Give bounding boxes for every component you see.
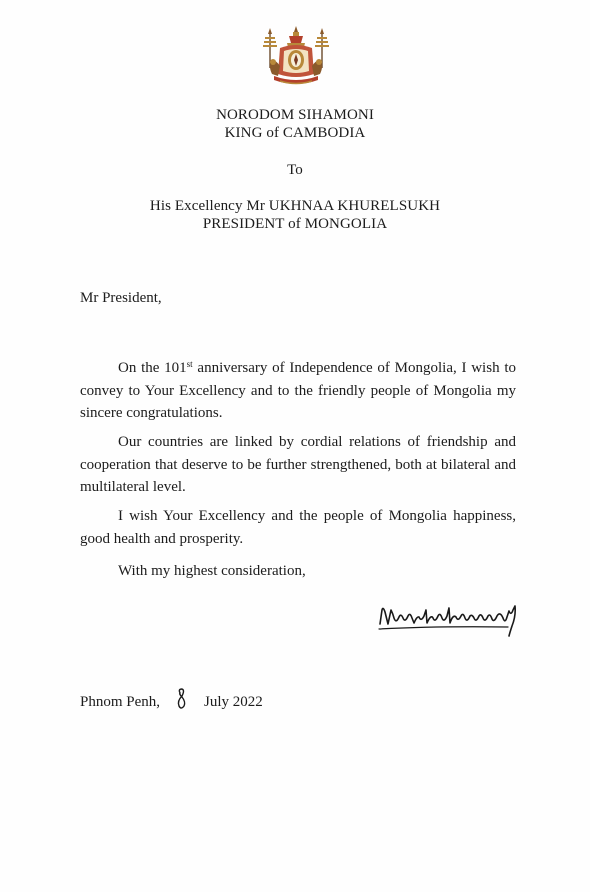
royal-emblem-icon (258, 26, 334, 88)
paragraph-1-start: On the 101 (118, 360, 187, 376)
handwritten-day (166, 689, 200, 711)
sender-name: NORODOM SIHAMONI (216, 107, 374, 123)
paragraph-3: I wish Your Excellency and the people of Mongolia happiness, good health and prosperity. (80, 508, 516, 547)
place: Phnom Penh, (80, 694, 161, 710)
paragraph-2: Our countries are linked by cordial relations of friendship and cooperation that deserve to be further strengthened, both at bilateral and multilateral level. (80, 434, 516, 495)
sender-title: KING of CAMBODIA (224, 125, 366, 141)
paragraph-1-rest: anniversary of Independence of Mongolia, I wish to convey to Your Excellency and to the friendly people of Mongolia my sincere congratulations. (80, 360, 516, 421)
salutation: Mr President, (80, 290, 162, 306)
to-label: To (287, 162, 303, 178)
closing-line: With my highest consideration, (118, 563, 306, 579)
paragraph-1 (80, 357, 516, 425)
place-date-line (80, 689, 263, 711)
recipient-title: PRESIDENT of MONGOLIA (202, 216, 388, 232)
signature-icon (376, 602, 526, 638)
recipient-name: His Excellency Mr UKHNAA KHURELSUKH (149, 198, 441, 214)
month-year: July 2022 (204, 694, 263, 710)
ordinal-suffix: st (186, 359, 193, 369)
